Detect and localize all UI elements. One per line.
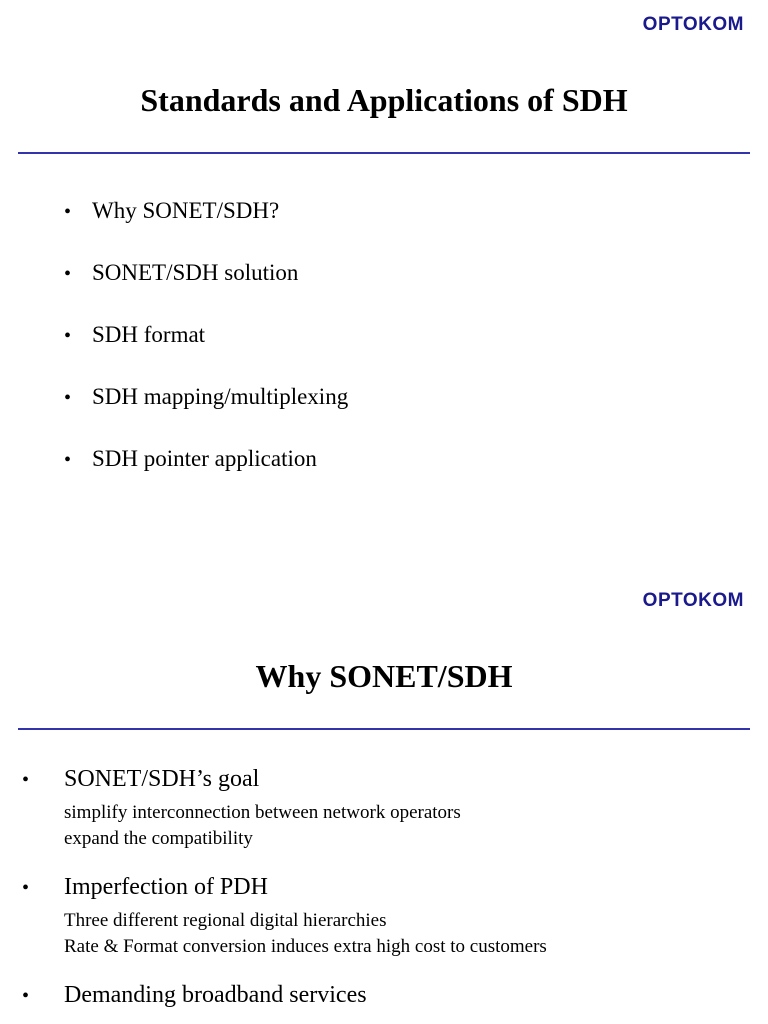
bullet-icon: • <box>64 387 72 409</box>
agenda-item <box>64 384 348 446</box>
topic-heading: Imperfection of PDH <box>64 874 268 900</box>
agenda-item-label: SONET/SDH solution <box>92 260 299 285</box>
agenda-item-label: Why SONET/SDH? <box>92 198 280 223</box>
agenda-item <box>64 446 348 508</box>
topic-detail: simplify interconnection between network operators <box>64 802 461 823</box>
slide-why-sonet-sdh <box>0 576 768 1024</box>
agenda-item <box>64 322 348 384</box>
bullet-icon: • <box>64 325 72 347</box>
bullet-icon: • <box>22 877 30 899</box>
topic-heading-row <box>22 982 547 1016</box>
title-divider <box>18 152 750 154</box>
topic-heading: Demanding broadband services <box>64 982 367 1008</box>
topic-detail: Three different regional digital hierarchies <box>64 910 387 931</box>
slide-title: Why SONET/SDH <box>255 658 513 694</box>
agenda-item <box>64 260 348 322</box>
topic-item <box>22 982 547 1016</box>
agenda-item-label: SDH mapping/multiplexing <box>92 384 349 409</box>
topic-list <box>22 766 547 1024</box>
topic-heading-row <box>22 874 547 908</box>
bullet-icon: • <box>22 985 30 1007</box>
optokom-logo: OPTOKOM <box>642 14 744 35</box>
topic-heading: SONET/SDH’s goal <box>64 766 260 792</box>
bullet-icon: • <box>64 449 72 471</box>
agenda-item-label: SDH pointer application <box>92 446 317 471</box>
bullet-icon: • <box>22 769 30 791</box>
bullet-icon: • <box>64 263 72 285</box>
topic-item <box>22 766 547 852</box>
optokom-logo: OPTOKOM <box>642 590 744 611</box>
title-divider <box>18 728 750 730</box>
agenda-item-label: SDH format <box>92 322 206 347</box>
topic-detail: Rate & Format conversion induces extra high cost to customers <box>64 936 547 957</box>
topic-detail: expand the compatibility <box>64 828 253 849</box>
agenda-list <box>64 198 348 508</box>
agenda-item <box>64 198 348 260</box>
bullet-icon: • <box>64 201 72 223</box>
slide-title: Standards and Applications of SDH <box>140 82 628 118</box>
topic-item <box>22 874 547 960</box>
topic-heading-row <box>22 766 547 800</box>
